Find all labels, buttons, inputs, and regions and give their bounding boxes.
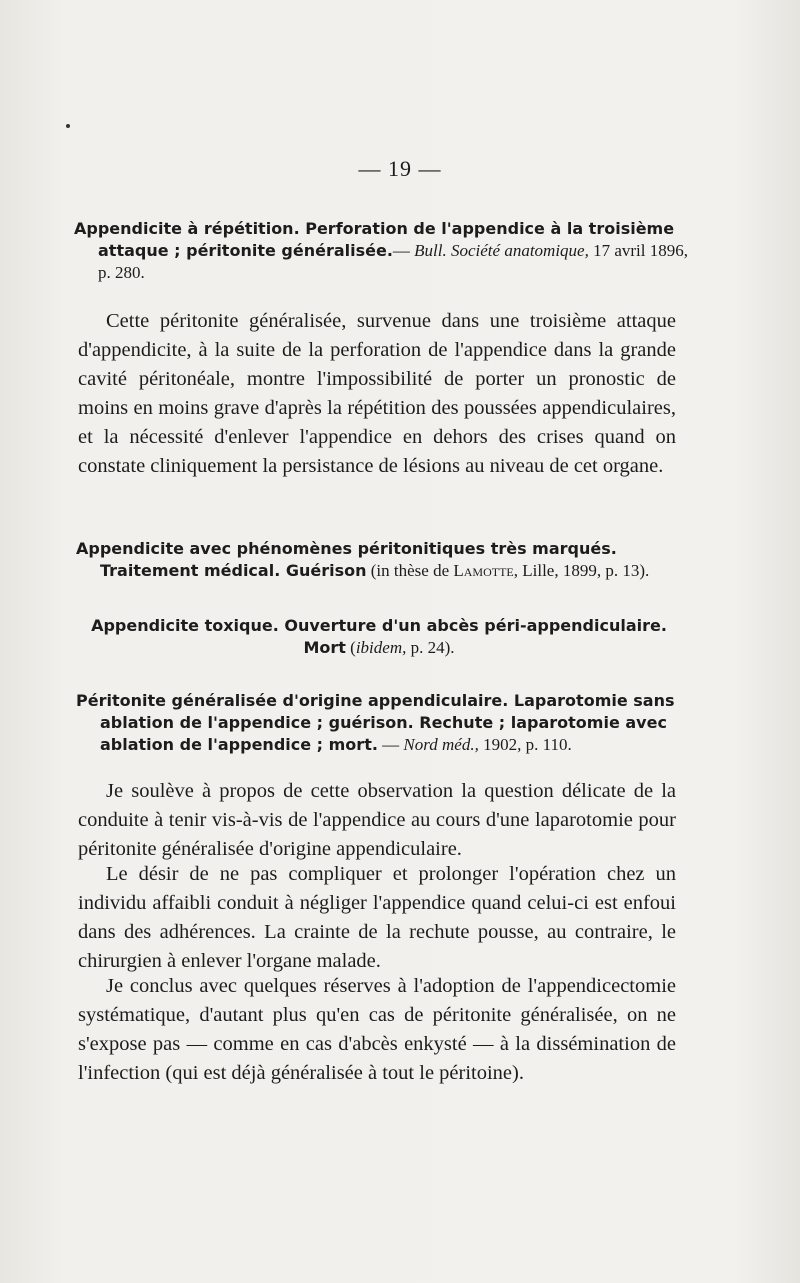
- reference-3-line2: [84, 637, 674, 659]
- reference-4-source-rest: 1902, p. 110.: [478, 735, 572, 754]
- reference-1-source-date: 17 avril 1896, p. 280.: [98, 241, 688, 282]
- reference-1-title: Appendicite à répétition. Perforation de l'appendice à la troisième attaque ; péritonite généralisée.: [74, 219, 675, 260]
- ink-dot: [66, 124, 70, 128]
- reference-4-source-journal: Nord méd.,: [403, 735, 479, 754]
- paragraph-4: Je conclus avec quelques réserves à l'adoption de l'appendicectomie systématique, d'autant plus qu'en cas de péritonite généralisée, on ne s'expose pas — comme en cas d'abcès enkysté — à la dissémination de l'infection (qui est déjà généralisée à tout le péritoine).: [78, 975, 676, 1084]
- paragraph-1: Cette péritonite généralisée, survenue dans une troisième attaque d'appendicite, à la suite de la perforation de l'appendice dans la grande cavité péritonéale, montre l'impossibilité de porter un pronostic de moins en moins grave d'après la répétition des poussées appendiculaires, et la nécessité d'enlever l'appendice en dehors des crises quand on constate cliniquement la persistance de lésions au niveau de cet organe.: [78, 310, 676, 477]
- reference-3-source-ibidem: ibidem,: [355, 638, 407, 657]
- reference-1-source-journal: Bull. Société anatomique,: [414, 241, 589, 260]
- reference-2: [76, 538, 696, 582]
- reference-3: [84, 615, 674, 659]
- reference-2-source-rest: , Lille, 1899, p. 13).: [513, 561, 650, 580]
- reference-1: [74, 218, 698, 284]
- paragraph-2: Je soulève à propos de cette observation la question délicate de la conduite à tenir vis-à-vis de l'appendice au cours d'une laparotomie pour péritonite généralisée d'origine appendiculaire.: [78, 780, 676, 860]
- reference-4-title: Péritonite généralisée d'origine appendiculaire. Laparotomie sans ablation de l'appendice ; guérison. Rechute ; laparotomie avec ablation de l'appendice ; mort.: [76, 691, 675, 754]
- paragraph-3: Le désir de ne pas compliquer et prolonger l'opération chez un individu affaibli conduit à négliger l'appendice quand celui-ci est enfoui dans des adhérences. La crainte de la rechute pousse, au contraire, le chirurgien à enlever l'organe malade.: [78, 863, 676, 972]
- reference-2-title: Appendicite avec phénomènes péritonitiques très marqués. Traitement médical. Guérison: [76, 539, 617, 580]
- reference-3-source-prefix: (: [345, 638, 356, 657]
- reference-3-title-line2: Mort: [303, 638, 346, 657]
- reference-4: [76, 690, 700, 756]
- reference-2-source-prefix: (in thèse de: [366, 561, 454, 580]
- reference-1-source-prefix: —: [392, 241, 415, 260]
- reference-4-source-prefix: —: [377, 735, 404, 754]
- reference-2-source-author: Lamotte: [453, 561, 514, 580]
- reference-3-source-rest: p. 24).: [406, 638, 455, 657]
- page-number: — 19 —: [358, 156, 442, 181]
- reference-3-title-line1: Appendicite toxique. Ouverture d'un abcès péri-appendiculaire.: [91, 616, 667, 635]
